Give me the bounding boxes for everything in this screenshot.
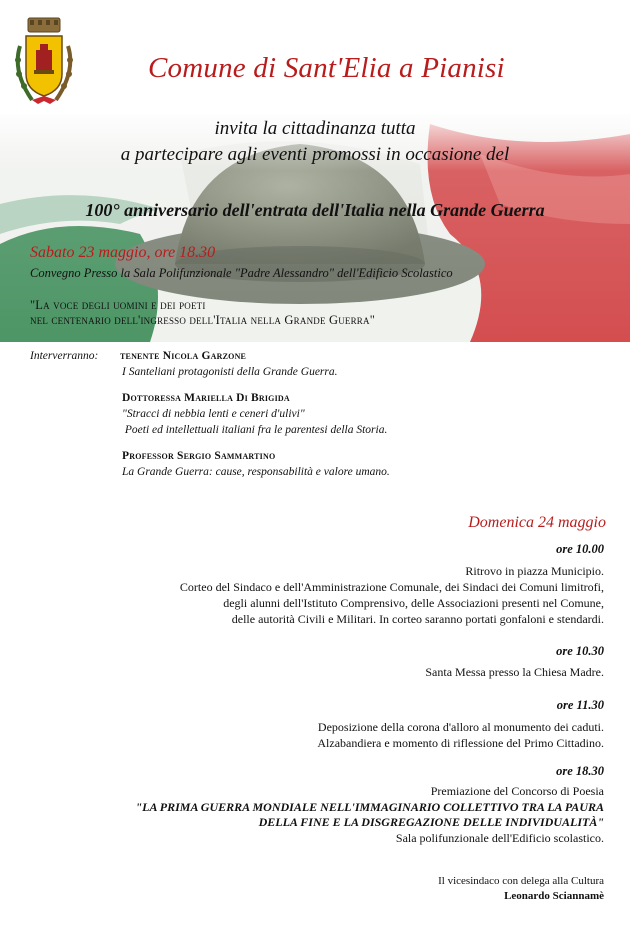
event-time: ore 11.30 — [556, 698, 604, 712]
speaker-talk: "Stracci di nebbia lenti e ceneri d'ulivi" — [122, 408, 305, 420]
speakers-label: Interverranno: — [30, 350, 99, 362]
page-title: Comune di Sant'Elia a Pianisi — [148, 52, 505, 84]
event-line: Sala polifunzionale dell'Edificio scolastico. — [395, 831, 604, 845]
poem-contest-title: DELLA FINE E LA DISGREGAZIONE DELLE INDIVIDUALITÀ" — [258, 815, 604, 829]
event-line: Corteo del Sindaco e dell'Amministrazione Comunale, dei Sindaci dei Comuni limitrofi, — [179, 580, 604, 594]
event-line: Premiazione del Concorso di Poesia — [430, 784, 604, 798]
conference-title-line-1: "La voce degli uomini e dei poeti — [30, 298, 206, 312]
speaker-talk: I Santeliani protagonisti della Grande Guerra. — [122, 366, 338, 378]
event-line: degli alunni dell'Istituto Comprensivo, delle Associazioni presenti nel Comune, — [223, 596, 604, 610]
event-time: ore 18.30 — [556, 764, 604, 778]
invite-line-2: a partecipare agli eventi promossi in occasione del — [120, 144, 510, 165]
saturday-date: Sabato 23 maggio, ore 18.30 — [30, 244, 216, 261]
event-time: ore 10.30 — [556, 644, 604, 658]
event-line: Alzabandiera e momento di riflessione del Primo Cittadino. — [317, 736, 604, 750]
speaker-name: Dottoressa Mariella Di Brigida — [122, 392, 290, 404]
speaker-name: Professor Sergio Sammartino — [122, 450, 276, 462]
poem-contest-title: "LA PRIMA GUERRA MONDIALE NELL'IMMAGINARIO COLLETTIVO TRA LA PAURA — [135, 800, 604, 814]
event-line: Deposizione della corona d'alloro al monumento dei caduti. — [317, 720, 604, 734]
event-line: delle autorità Civili e Militari. In corteo saranno portati gonfaloni e stendardi. — [231, 612, 604, 626]
event-line: Santa Messa presso la Chiesa Madre. — [425, 665, 604, 679]
sunday-date: Domenica 24 maggio — [468, 514, 606, 531]
conference-place: Convegno Presso la Sala Polifunzionale "Padre Alessandro" dell'Edificio Scolastico — [30, 266, 453, 280]
invite-line-1: invita la cittadinanza tutta — [214, 118, 416, 139]
signature-name: Leonardo Sciannamè — [504, 890, 604, 902]
event-line: Ritrovo in piazza Municipio. — [465, 564, 604, 578]
speaker-talk: Poeti ed intellettuali italiani fra le parentesi della Storia. — [122, 424, 388, 436]
signature-role: Il vicesindaco con delega alla Cultura — [438, 875, 604, 887]
speaker-name: tenente Nicola Garzone — [120, 350, 247, 362]
anniversary-heading: 100° anniversario dell'entrata dell'Italia nella Grande Guerra — [85, 200, 545, 220]
conference-title-line-2: nel centenario dell'ingresso dell'Italia nella Grande Guerra" — [30, 313, 376, 327]
municipal-crest-icon — [10, 16, 78, 108]
event-time: ore 10.00 — [556, 542, 604, 556]
speaker-talk: La Grande Guerra: cause, responsabilità e valore umano. — [122, 466, 390, 478]
